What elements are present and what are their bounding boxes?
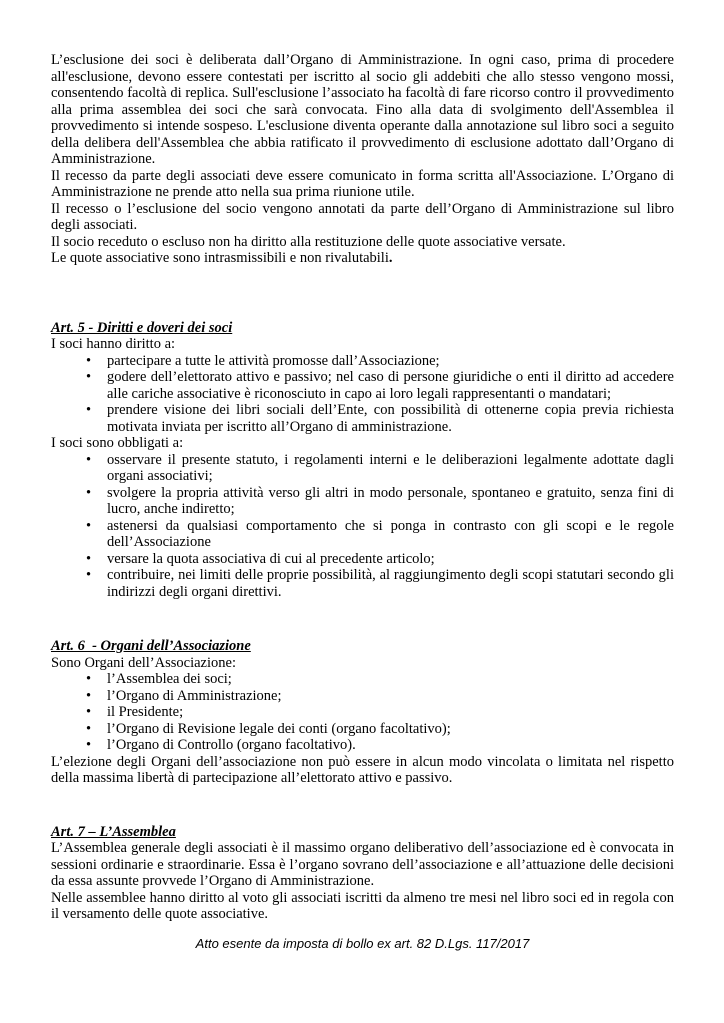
article-7-heading [51, 824, 674, 841]
recess-annotation-paragraph: Il recesso o l’esclusione del socio vengono annotati da parte dell’Organo di Amministrazione sul libro degli associati. [51, 200, 674, 233]
list-item: • l’Assemblea dei soci; [107, 671, 674, 688]
duties-list [51, 452, 674, 601]
election-paragraph: L’elezione degli Organi dell’associazione non può essere in alcun modo vincolata o limitata nel rispetto della massima libertà di partecipazione all’elettorato attivo e passivo. [51, 753, 674, 786]
list-item: • l’Organo di Revisione legale dei conti (organo facoltativo); [107, 721, 674, 738]
list-item: • partecipare a tutte le attività promosse dall’Associazione; [107, 353, 674, 370]
section-gap [51, 600, 674, 638]
assembly-vote-paragraph: Nelle assemblee hanno diritto al voto gli associati iscritti da almeno tre mesi nel libro soci ed in regola con il versamento delle quote associative. [51, 889, 674, 922]
assembly-paragraph: L’Assemblea generale degli associati è il massimo organo deliberativo dell’associazione ed è convocata in sessioni ordinarie e straordinarie. Essa è l’organo sovrano dell’associazione e all’attuazione delle decisioni da essa assunte provvede l’Organo di Amministrazione. [51, 840, 674, 889]
section-gap [51, 787, 674, 824]
recess-communication-paragraph: Il recesso da parte degli associati deve essere comunicato in forma scritta all'Associazione. L’Organo di Amministrazione ne prende atto nella sua prima riunione utile. [51, 167, 674, 200]
quote-paragraph-bold-period: . [388, 250, 393, 266]
list-item: • l’Organo di Controllo (organo facoltativo). [107, 737, 674, 754]
rights-list [51, 353, 674, 436]
organs-intro: Sono Organi dell’Associazione: [51, 654, 236, 671]
duties-intro: I soci sono obbligati a: [51, 435, 184, 451]
page-footer-note: Atto esente da imposta di bollo ex art. 82 D.Lgs. 117/2017 [195, 935, 530, 951]
article-6-heading-text: Art. 6 - Organi dell’Associazione [51, 638, 251, 654]
article-7-heading-text: Art. 7 – L’Assemblea [51, 823, 176, 840]
rights-intro: I soci hanno diritto a: [51, 336, 176, 352]
organs-list [51, 671, 674, 754]
article-5-heading [51, 320, 674, 337]
list-item: • prendere visione dei libri sociali dell’Ente, con possibilità di ottenerne copia previa richiesta motivata inviata per iscritto all’Organo di amministrazione. [107, 402, 674, 435]
exclusion-paragraph: L’esclusione dei soci è deliberata dall’Organo di Amministrazione. In ogni caso, prima di procedere all'esclusione, devono essere contestati per iscritto al socio gli addebiti che allo stesso vengono mossi, consentendo facoltà di replica. Sull'esclusione l’associato ha facoltà di fare ricorso contro il provvedimento alla prima assemblea dei soci che sarà convocata. Fino alla data di svolgimento dell'Assemblea il provvedimento si intende sospeso. L'esclusione diventa operante dalla annotazione sul libro soci a seguito della delibera dell'Assemblea che abbia ratificato il provvedimento di esclusione adottato dall’Organo di Amministrazione. [51, 52, 674, 167]
list-item: • versare la quota associativa di cui al precedente articolo; [107, 551, 674, 568]
no-refund-paragraph: Il socio receduto o escluso non ha diritto alla restituzione delle quote associative versate. [51, 233, 566, 250]
list-item: • godere dell’elettorato attivo e passivo; nel caso di persone giuridiche o enti il diritto ad accedere alle cariche associative è riconosciuto in capo ai loro legali rappresentanti o mandatari; [107, 369, 674, 402]
list-item: • contribuire, nei limiti delle proprie possibilità, al raggiungimento degli scopi statutari secondo gli indirizzi degli organi direttivi. [107, 567, 674, 600]
list-item: • l’Organo di Amministrazione; [107, 688, 674, 705]
list-item: • astenersi da qualsiasi comportamento che si ponga in contrasto con gli scopi e le regole dell’Associazione [107, 518, 674, 551]
section-gap [51, 267, 674, 320]
list-item: • il Presidente; [107, 704, 674, 721]
article-6-heading [51, 638, 674, 655]
list-item: • svolgere la propria attività verso gli altri in modo personale, spontaneo e gratuito, senza fini di lucro, anche indiretto; [107, 485, 674, 518]
article-5-heading-text: Art. 5 - Diritti e doveri dei soci [51, 319, 233, 336]
quote-paragraph [51, 250, 674, 267]
quote-paragraph-text: Le quote associative sono intrasmissibili e non rivalutabili [51, 250, 389, 266]
list-item: • osservare il presente statuto, i regolamenti interni e le deliberazioni legalmente adottate dagli organi associativi; [107, 452, 674, 485]
